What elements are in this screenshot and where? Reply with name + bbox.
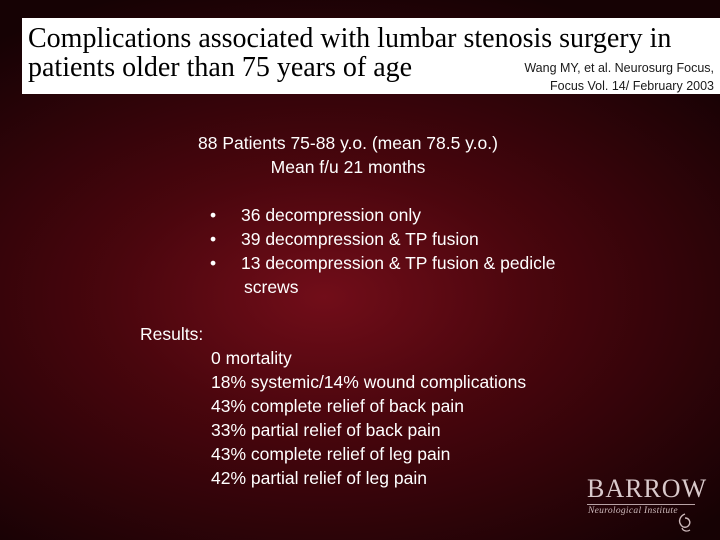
patient-summary-line-1: 88 Patients 75-88 y.o. (mean 78.5 y.o.) bbox=[198, 133, 498, 153]
citation-line-1: Wang MY, et al. Neurosurg Focus, bbox=[524, 61, 714, 75]
result-item: 43% complete relief of leg pain bbox=[211, 444, 451, 464]
result-item: 42% partial relief of leg pain bbox=[211, 468, 427, 488]
procedure-item bbox=[210, 227, 556, 251]
procedure-list bbox=[210, 203, 556, 299]
patient-summary bbox=[175, 131, 521, 179]
procedure-item-text-continued: screws bbox=[244, 277, 299, 297]
patient-summary-line-2: Mean f/u 21 months bbox=[270, 157, 426, 177]
procedure-item bbox=[210, 251, 556, 299]
result-item: 33% partial relief of back pain bbox=[211, 420, 441, 440]
citation bbox=[524, 59, 714, 95]
result-item: 43% complete relief of back pain bbox=[211, 396, 464, 416]
bullet-icon: • bbox=[210, 253, 217, 273]
result-item: 18% systemic/14% wound complications bbox=[211, 372, 527, 392]
logo-subtitle: Neurological Institute bbox=[588, 506, 678, 516]
barrow-emblem-icon bbox=[673, 512, 697, 534]
bullet-icon: • bbox=[210, 205, 217, 225]
title-line-1: Complications associated with lumbar stenosis surgery in bbox=[28, 23, 672, 54]
title-bar bbox=[22, 18, 720, 94]
procedure-item-text: 39 decompression & TP fusion bbox=[241, 229, 479, 249]
barrow-logo bbox=[585, 474, 715, 536]
results-list bbox=[211, 346, 526, 490]
logo-wordmark: BARROW bbox=[587, 474, 708, 503]
procedure-item bbox=[210, 203, 556, 227]
result-item: 0 mortality bbox=[211, 348, 292, 368]
logo-divider bbox=[587, 504, 695, 505]
procedure-item-text: 36 decompression only bbox=[241, 205, 421, 225]
bullet-icon: • bbox=[210, 229, 217, 249]
results-label: Results: bbox=[140, 324, 204, 344]
citation-line-2: Focus Vol. 14/ February 2003 bbox=[550, 79, 714, 93]
procedure-item-text: 13 decompression & TP fusion & pedicle bbox=[241, 253, 556, 273]
title-line-2: patients older than 75 years of age bbox=[28, 52, 413, 83]
